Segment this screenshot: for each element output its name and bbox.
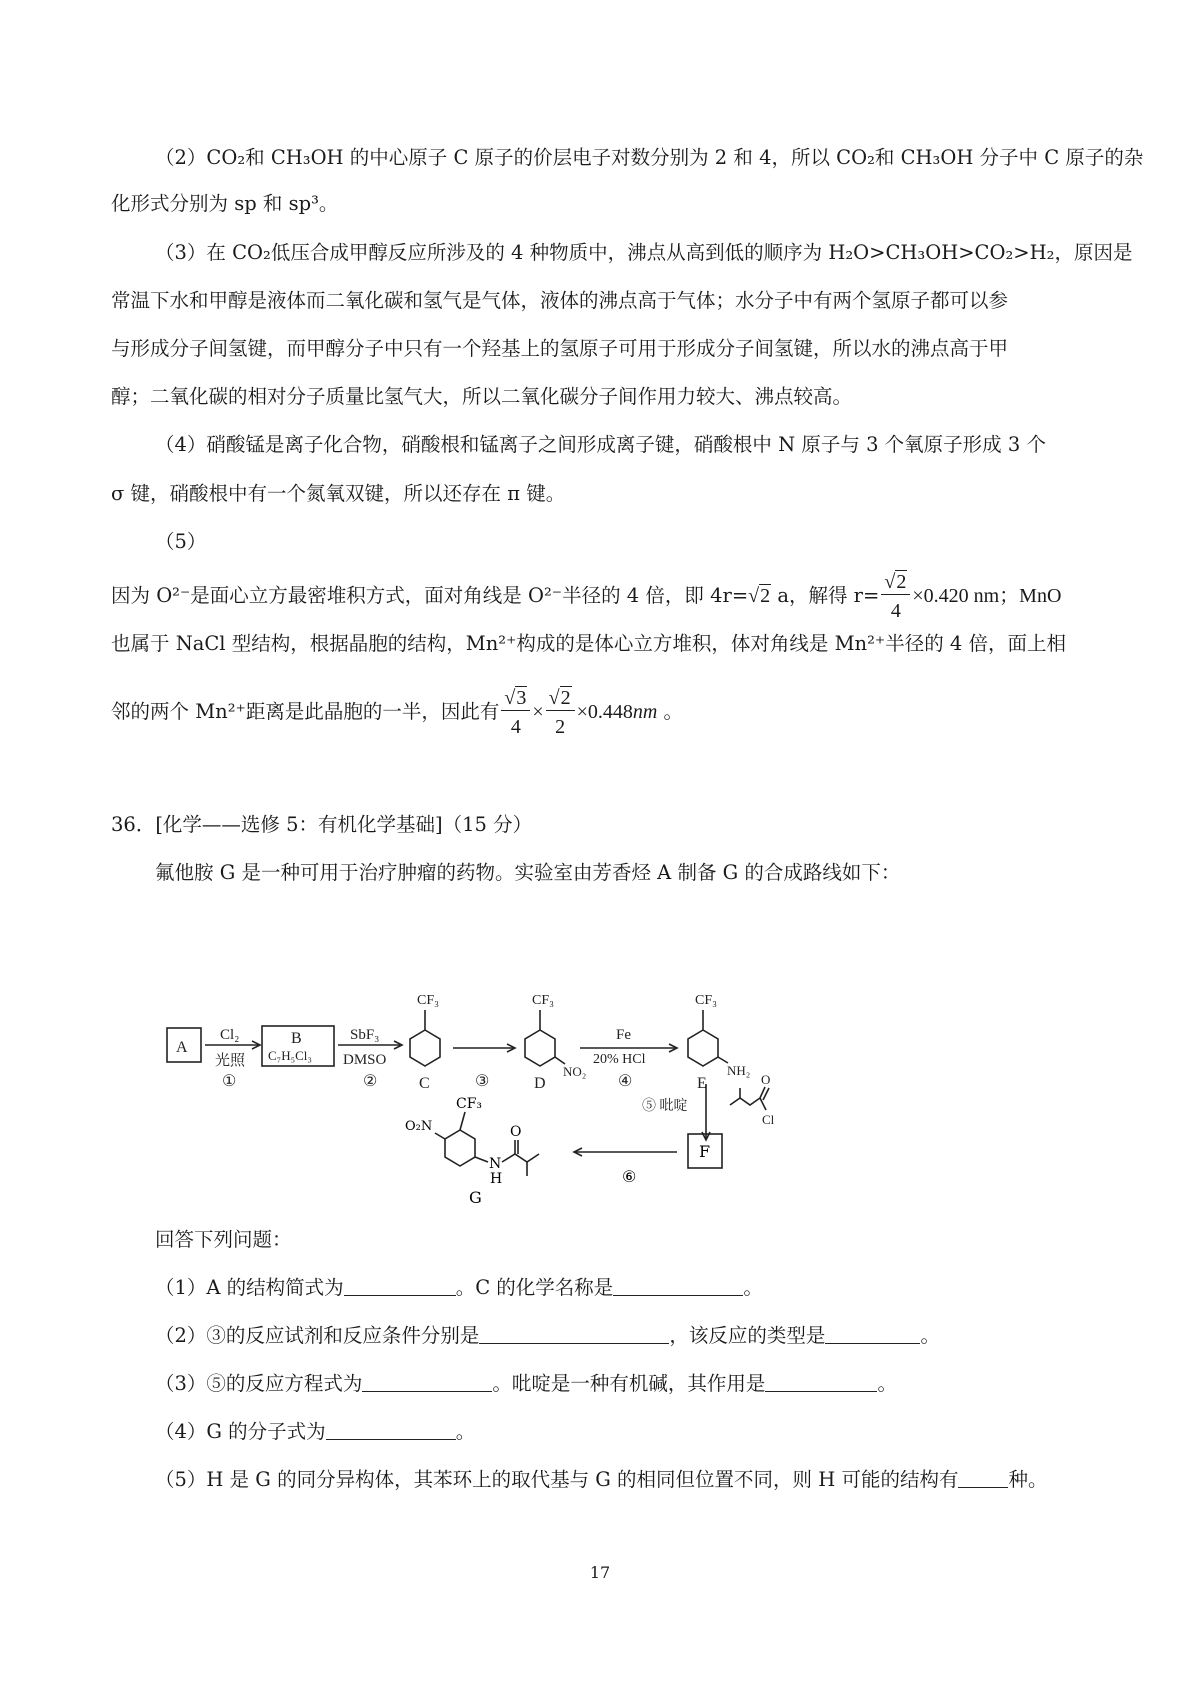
amide-chain: [502, 1154, 539, 1162]
item-4-text-b: 。: [455, 1420, 476, 1443]
item-1-text-b: 。C 的化学名称是: [455, 1276, 614, 1299]
answer-5-line-1-text-a: 因为 O²⁻是面心立方最密堆积方式，面对角线是 O²⁻半径的 4 倍，即 4r=: [111, 584, 749, 607]
answer-4-line-1: （4）硝酸锰是离子化合物，硝酸根和锰离子之间形成离子键，硝酸根中 N 原子与 3 个氧原子形成 3 个: [155, 433, 1046, 456]
answer-5-line-1-text-c: a，解得 r=: [771, 584, 880, 607]
fraction-r: $\frac{√2}{4}$: [881, 572, 910, 621]
cf3-c: CF₃: [417, 993, 440, 1008]
fraction-r-numerator: 2: [896, 571, 907, 593]
times-sign: ×: [532, 701, 544, 723]
fraction-1-denominator: 4: [510, 716, 521, 738]
cf3-e: CF₃: [695, 993, 718, 1008]
nh2-e: NH₂: [727, 1063, 751, 1078]
n-g: N: [489, 1156, 502, 1172]
answer-3-line-3: 与形成分子间氢键，而甲醇分子中只有一个羟基上的氢原子可用于形成分子间氢键，所以水的沸点高于甲: [111, 337, 1009, 360]
fraction-r-denominator: 4: [890, 600, 901, 622]
item-3-text-c: 。: [877, 1372, 897, 1395]
item-4-blank-1[interactable]: [326, 1423, 456, 1440]
question-36-intro: 氟他胺 G 是一种可用于治疗肿瘤的药物。实验室由芳香烃 A 制备 G 的合成路线如下：: [155, 861, 901, 884]
acyl-o: O: [761, 1072, 771, 1087]
o-g: O: [510, 1124, 522, 1140]
item-3-blank-2[interactable]: [765, 1375, 877, 1392]
sqrt-2-radicand: 2: [760, 585, 771, 607]
step-3: ③: [475, 1073, 490, 1090]
no2-d: NO₂: [563, 1064, 587, 1079]
bond-g-nh: [475, 1157, 488, 1162]
item-1-text-c: 。: [743, 1276, 763, 1299]
fraction-sqrt3-over-4: $\frac{√3}{4}$: [501, 688, 530, 737]
item-5-blank-1[interactable]: [958, 1471, 1008, 1488]
label-b: B: [291, 1030, 302, 1047]
fraction-2-denominator: 2: [555, 716, 566, 738]
item-2-blank-2[interactable]: [825, 1327, 920, 1344]
item-2-text-c: 。: [920, 1324, 940, 1347]
page-number: 17: [589, 1563, 611, 1582]
synthesis-scheme-lower: [390, 1090, 770, 1210]
answer-5-line-1-text-d: ×0.420 nm；MnO: [912, 585, 1062, 607]
question-36-item-2: [155, 1326, 940, 1346]
answer-3-line-1: （3）在 CO₂低压合成甲醇反应所涉及的 4 种物质中，沸点从高到低的顺序为 H₂O>CH₃OH>CO₂>H₂，原因是: [155, 241, 1133, 264]
reagent-1-bottom: 光照: [215, 1053, 246, 1069]
o2n-g: O₂N: [405, 1119, 433, 1134]
answer-5-line-3-unit: nm: [632, 701, 658, 723]
item-3-text-b: 。吡啶是一种有机碱，其作用是: [492, 1372, 766, 1395]
benzene-g: [445, 1130, 475, 1166]
answer-5-label: （5）: [155, 530, 207, 553]
answer-5-line-3-value: ×0.448: [576, 701, 633, 723]
answer-3-line-2: 常温下水和甲醇是液体而二氧化碳和氢气是气体，液体的沸点高于气体；水分子中有两个氢原子都可以参: [111, 289, 1009, 312]
question-36-item-3: [155, 1374, 897, 1394]
sqrt-2: √2: [748, 585, 771, 607]
fraction-sqrt2-over-2: $\frac{√2}{2}$: [546, 688, 575, 737]
formula-b: C₇H₅Cl₃: [268, 1048, 312, 1063]
cf3-d: CF₃: [532, 993, 555, 1008]
question-36-heading: 36．[化学——选修 5：有机化学基础]（15 分）: [111, 813, 533, 836]
item-2-text-b: ，该反应的类型是: [669, 1324, 826, 1347]
answer-5-line-1: [111, 572, 1061, 621]
item-1-blank-1[interactable]: [344, 1279, 456, 1296]
answer-3-line-4: 醇；二氧化碳的相对分子质量比氢气大，所以二氧化碳分子间作用力较大、沸点较高。: [111, 385, 853, 408]
item-5-text-a: （5）H 是 G 的同分异构体，其苯环上的取代基与 G 的相同但位置不同，则 H 可能的结构有: [155, 1468, 959, 1491]
item-2-text-a: （2）③的反应试剂和反应条件分别是: [155, 1324, 480, 1347]
question-36-item-1: [155, 1278, 763, 1298]
step-5: ⑤ 吡啶: [642, 1099, 688, 1114]
answer-2-line-1: （2）CO₂和 CH₃OH 的中心原子 C 原子的价层电子对数分别为 2 和 4，所以 CO₂和 CH₃OH 分子中 C 原子的杂: [155, 146, 1144, 169]
step-1: ①: [222, 1073, 237, 1090]
reagent-2-top: SbF₃: [350, 1027, 380, 1043]
question-36-prompt: 回答下列问题：: [155, 1228, 292, 1251]
step-2: ②: [363, 1073, 378, 1090]
acyl-cl: Cl: [762, 1112, 775, 1127]
benzene-d: [525, 1030, 555, 1066]
answer-5-line-3: [111, 688, 683, 737]
label-a: A: [176, 1039, 188, 1056]
bond-g-cf3: [460, 1112, 465, 1130]
reagent-2-bottom: DMSO: [343, 1052, 387, 1068]
question-36-item-4: [155, 1422, 475, 1442]
answer-4-line-2: σ 键，硝酸根中有一个氮氧双键，所以还存在 π 键。: [111, 482, 566, 505]
answer-5-line-2: 也属于 NaCl 型结构，根据晶胞的结构，Mn²⁺构成的是体心立方堆积，体对角线是 Mn²⁺半径的 4 倍，面上相: [111, 632, 1067, 655]
answer-5-line-3-text-a: 邻的两个 Mn²⁺距离是此晶胞的一半，因此有: [111, 700, 500, 723]
fraction-1-numerator: 3: [516, 687, 527, 709]
question-36-item-5: [155, 1470, 1047, 1490]
label-g: G: [469, 1188, 482, 1207]
fraction-2-numerator: 2: [560, 687, 571, 709]
item-3-text-a: （3）⑤的反应方程式为: [155, 1372, 363, 1395]
label-f: F: [699, 1142, 711, 1161]
bond-d-no2: [555, 1057, 565, 1064]
step-4: ④: [618, 1073, 633, 1090]
answer-5-line-3-end: 。: [657, 700, 684, 723]
step-6: ⑥: [622, 1167, 637, 1186]
cf3-g: CF₃: [456, 1096, 483, 1112]
item-1-text-a: （1）A 的结构简式为: [155, 1276, 344, 1299]
answer-2-line-2: 化形式分别为 sp 和 sp³。: [111, 192, 339, 215]
h-g: H: [490, 1171, 503, 1187]
reagent-4-top: Fe: [616, 1027, 631, 1043]
item-5-text-b: 种。: [1008, 1468, 1048, 1491]
item-1-blank-2[interactable]: [613, 1279, 743, 1296]
reagent-1-top: Cl₂: [220, 1027, 240, 1043]
item-3-blank-1[interactable]: [362, 1375, 492, 1392]
reagent-4-bottom: 20% HCl: [593, 1052, 646, 1067]
benzene-c: [410, 1030, 440, 1066]
label-c: C: [419, 1075, 430, 1092]
item-2-blank-1[interactable]: [479, 1327, 669, 1344]
benzene-e: [688, 1030, 718, 1066]
bond-g-no2: [435, 1133, 445, 1139]
label-d: D: [534, 1075, 546, 1092]
label-e: E: [697, 1075, 707, 1092]
item-4-text-a: （4）G 的分子式为: [155, 1420, 326, 1443]
